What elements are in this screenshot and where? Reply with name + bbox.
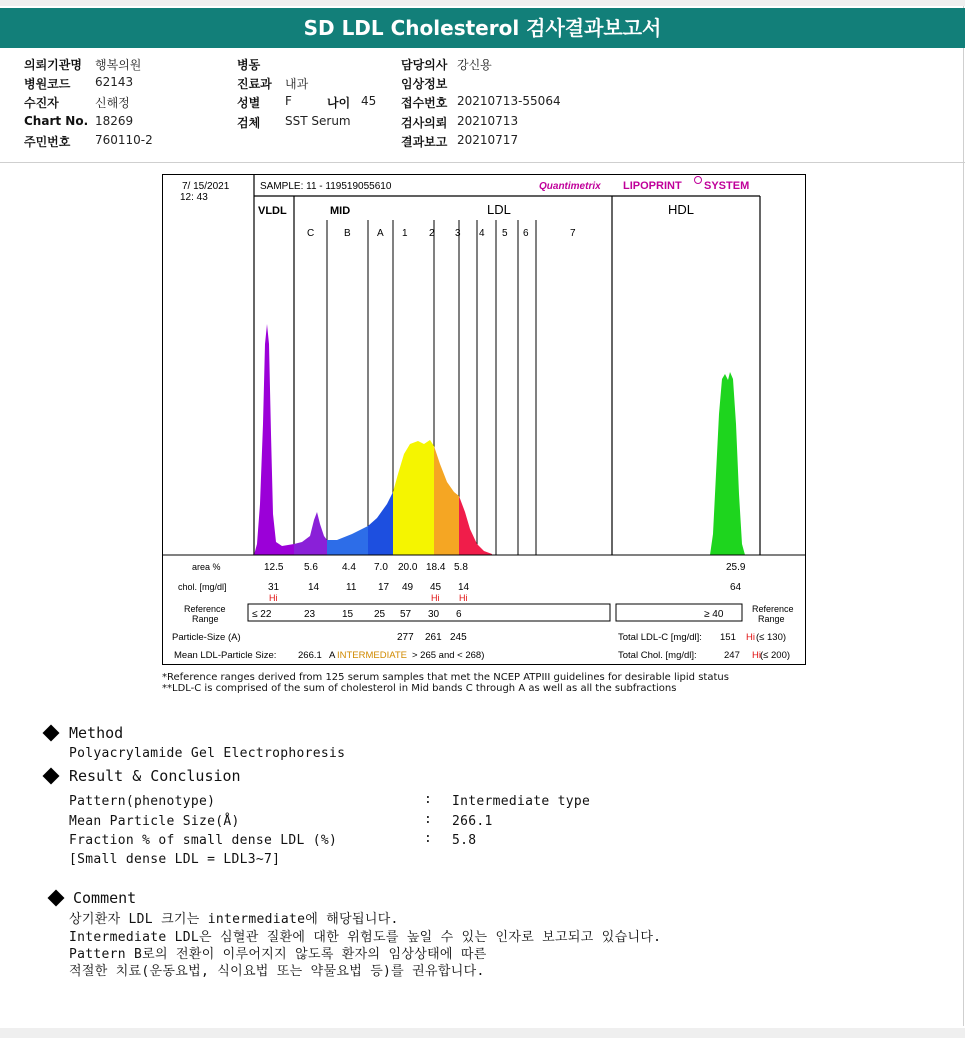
value-specimen: SST Serum bbox=[285, 114, 351, 128]
value-hospital-code: 62143 bbox=[95, 75, 134, 89]
label-doctor: 담당의사 bbox=[401, 58, 448, 72]
particle-size-1: 277 bbox=[397, 632, 414, 643]
area-value: 20.0 bbox=[398, 562, 418, 573]
chol-value: 49 bbox=[402, 582, 414, 593]
value-patient-name: 신해정 bbox=[95, 96, 130, 110]
ref-value: 6 bbox=[456, 609, 462, 620]
result-row-label: Fraction % of small dense LDL (%) bbox=[69, 833, 338, 848]
area-value: 5.8 bbox=[454, 562, 468, 573]
value-receipt-no: 20210713-55064 bbox=[457, 94, 561, 108]
area-label: area % bbox=[192, 562, 221, 572]
result-row-colon: : bbox=[424, 812, 433, 827]
hi-flag: Hi bbox=[269, 593, 278, 603]
label-chart-no: Chart No. bbox=[24, 114, 89, 128]
value-test-request: 20210713 bbox=[457, 114, 519, 128]
top-strip bbox=[0, 0, 965, 6]
result-row-colon: : bbox=[424, 831, 433, 846]
total-ldl-label: Total LDL-C [mg/dl]: bbox=[618, 632, 702, 643]
bottom-strip bbox=[0, 1028, 965, 1038]
comment-line: Intermediate LDL은 심혈관 질환에 대한 위험도를 높일 수 있는 인자로 보고되고 있습니다. bbox=[69, 930, 662, 945]
value-sex: F bbox=[285, 94, 292, 108]
chol-value: 17 bbox=[378, 582, 390, 593]
chol-value: 45 bbox=[430, 582, 442, 593]
result-row-value: 5.8 bbox=[452, 833, 477, 848]
label-hospital-code: 병원코드 bbox=[24, 77, 71, 91]
chart-sample: SAMPLE: 11 - 119519055610 bbox=[260, 181, 392, 192]
group-mid: MID bbox=[330, 205, 351, 217]
mean-size-label: Mean LDL-Particle Size: bbox=[174, 650, 277, 661]
mean-size-value: 266.1 bbox=[298, 650, 322, 661]
particle-size-3: 245 bbox=[450, 632, 467, 643]
result-row-label: Pattern(phenotype) bbox=[69, 794, 216, 809]
total-chol-value: 247 bbox=[724, 650, 740, 661]
comment-heading: Comment bbox=[73, 889, 137, 907]
value-doctor: 강신용 bbox=[457, 58, 492, 72]
chol-value: 64 bbox=[730, 582, 742, 593]
lipoprint-chart bbox=[162, 174, 806, 665]
hi-flag: Hi bbox=[459, 593, 468, 603]
mean-size-range: > 265 and < 268) bbox=[412, 650, 485, 661]
total-chol-ref: (≤ 200) bbox=[760, 650, 791, 661]
area-value: 5.6 bbox=[304, 562, 318, 573]
ref-value: 23 bbox=[304, 609, 316, 620]
label-sex: 성별 bbox=[237, 96, 261, 110]
label-age: 나이 bbox=[327, 96, 351, 110]
ref-label-right-1: Reference bbox=[752, 604, 794, 614]
mean-size-type: INTERMEDIATE bbox=[337, 650, 408, 661]
chol-value: 14 bbox=[308, 582, 320, 593]
label-receipt-no: 접수번호 bbox=[401, 96, 448, 110]
subband-label: B bbox=[344, 228, 351, 239]
label-clinical-info: 임상정보 bbox=[401, 77, 448, 91]
particle-size-label: Particle-Size (A) bbox=[172, 632, 241, 643]
area-value: 4.4 bbox=[342, 562, 356, 573]
label-result-report: 결과보고 bbox=[401, 135, 448, 149]
label-test-request: 검사의뢰 bbox=[401, 116, 448, 130]
area-value: 18.4 bbox=[426, 562, 446, 573]
subband-label: 7 bbox=[570, 228, 576, 239]
ref-label-right-2: Range bbox=[758, 614, 785, 624]
subband-label: 1 bbox=[402, 228, 408, 239]
total-chol-label: Total Chol. [mg/dl]: bbox=[618, 650, 697, 661]
ref-value: 25 bbox=[374, 609, 386, 620]
hi-flag: Hi bbox=[431, 593, 440, 603]
footnote-ldlc: **LDL-C is comprised of the sum of cholesterol in Mid bands C through A as well as all the subfractions bbox=[162, 683, 677, 694]
value-requesting-institution: 행복의원 bbox=[95, 58, 142, 72]
hdl-ref-value: ≥ 40 bbox=[704, 609, 724, 620]
ref-label-2: Range bbox=[192, 614, 219, 624]
chart-brand-prefix: Quantimetrix bbox=[539, 181, 601, 192]
total-ldl-ref: (≤ 130) bbox=[756, 632, 787, 643]
label-requesting-institution: 의뢰기관명 bbox=[24, 58, 82, 72]
group-hdl: HDL bbox=[668, 202, 695, 217]
label-department: 진료과 bbox=[237, 77, 272, 91]
method-text: Polyacrylamide Gel Electrophoresis bbox=[69, 746, 346, 761]
patient-info-block bbox=[0, 50, 965, 163]
chart-brand: LIPOPRINT bbox=[623, 180, 682, 192]
subband-label: 6 bbox=[523, 228, 529, 239]
mean-size-unit: A bbox=[329, 650, 336, 661]
comment-line: Pattern B로의 전환이 이루어지지 않도록 환자의 임상상태에 따른 bbox=[69, 947, 487, 962]
value-department: 내과 bbox=[285, 77, 309, 91]
result-row-colon: : bbox=[424, 792, 433, 807]
total-chol-hi: Hi bbox=[752, 650, 761, 661]
subband-label: 2 bbox=[429, 228, 435, 239]
chart-brand-suffix: SYSTEM bbox=[704, 180, 750, 192]
chol-value: 11 bbox=[346, 582, 357, 593]
result-heading: Result & Conclusion bbox=[69, 767, 241, 785]
comment-line: 상기환자 LDL 크기는 intermediate에 해당됩니다. bbox=[69, 912, 399, 927]
result-row-label: Mean Particle Size(Å) bbox=[69, 814, 240, 829]
chart-date: 7/ 15/2021 bbox=[182, 181, 230, 192]
value-resident-no: 760110-2 bbox=[95, 133, 153, 147]
chol-value: 31 bbox=[268, 582, 280, 593]
subband-label: A bbox=[377, 228, 384, 239]
result-row-value: 266.1 bbox=[452, 814, 493, 829]
method-heading: Method bbox=[69, 724, 124, 742]
subband-label: C bbox=[307, 228, 315, 239]
ref-value: 15 bbox=[342, 609, 354, 620]
report-title: SD LDL Cholesterol 검사결과보고서 bbox=[0, 8, 965, 48]
value-chart-no: 18269 bbox=[95, 114, 134, 128]
particle-size-2: 261 bbox=[425, 632, 442, 643]
group-ldl: LDL bbox=[487, 202, 511, 217]
result-note: [Small dense LDL = LDL3~7] bbox=[69, 852, 281, 867]
comment-line: 적절한 치료(운동요법, 식이요법 또는 약물요법 등)를 권유합니다. bbox=[69, 964, 485, 979]
group-vldl: VLDL bbox=[258, 205, 287, 217]
label-specimen: 검체 bbox=[237, 116, 261, 130]
value-age: 45 bbox=[361, 94, 377, 108]
total-ldl-value: 151 bbox=[720, 632, 736, 643]
total-ldl-hi: Hi bbox=[746, 632, 755, 643]
chol-value: 14 bbox=[458, 582, 470, 593]
chart-time: 12: 43 bbox=[180, 192, 208, 203]
label-patient-name: 수진자 bbox=[24, 96, 59, 110]
subband-label: 4 bbox=[479, 228, 485, 239]
area-value: 7.0 bbox=[374, 562, 388, 573]
chol-label: chol. [mg/dl] bbox=[178, 582, 227, 592]
ref-value: ≤ 22 bbox=[252, 609, 272, 620]
footnote-reference: *Reference ranges derived from 125 serum samples that met the NCEP ATPIII guidelines for desirable lipid status bbox=[162, 672, 729, 683]
ref-label-1: Reference bbox=[184, 604, 226, 614]
area-value: 12.5 bbox=[264, 562, 284, 573]
subband-label: 5 bbox=[502, 228, 508, 239]
result-row-value: Intermediate type bbox=[452, 794, 591, 809]
value-result-report: 20210717 bbox=[457, 133, 519, 147]
ref-value: 30 bbox=[428, 609, 440, 620]
ref-value: 57 bbox=[400, 609, 412, 620]
label-ward: 병동 bbox=[237, 58, 261, 72]
area-value: 25.9 bbox=[726, 562, 746, 573]
subband-label: 3 bbox=[455, 228, 461, 239]
label-resident-no: 주민번호 bbox=[24, 135, 71, 149]
